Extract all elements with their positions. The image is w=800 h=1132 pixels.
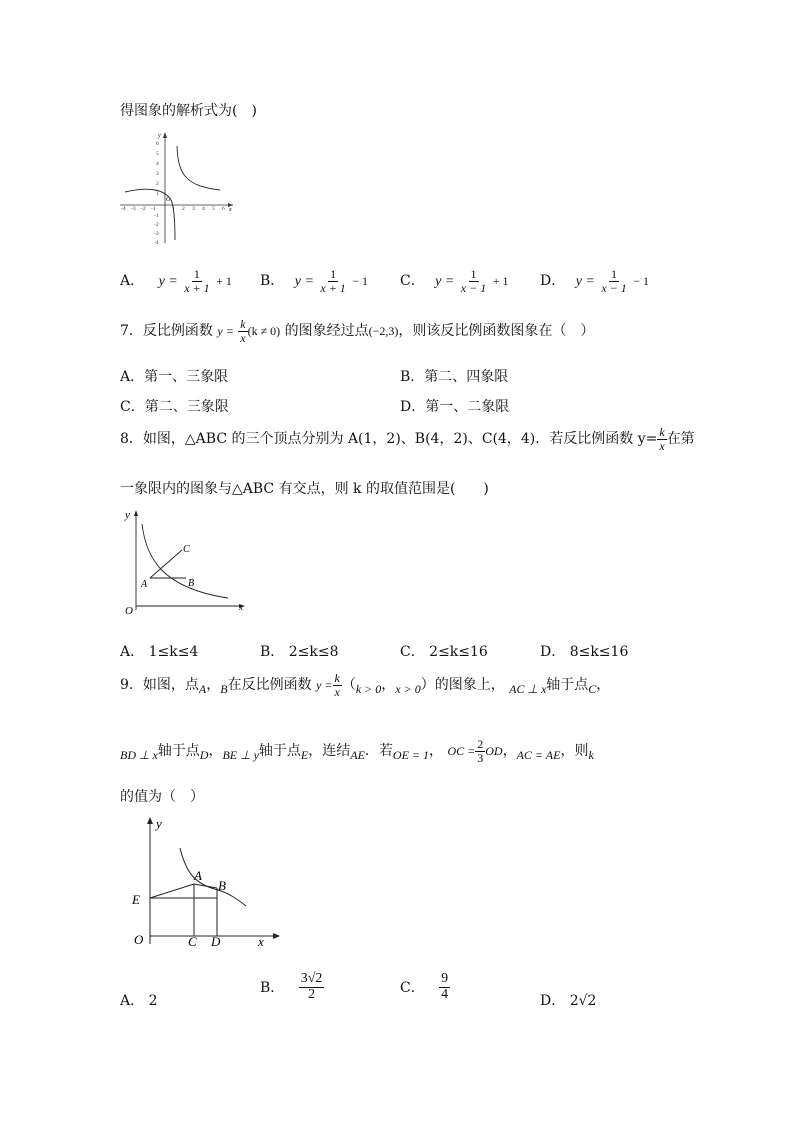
q9-stem-line1: 9．如图，点$_A$，$_B$在反比例函数 y = $\frac{k}{x}$ （$_{k > 0}$，$_{x > 0}$）的图象上， $_{AC \perp x}$轴于点$_C$， — [120, 671, 611, 699]
q6-xtick: 3 — [192, 206, 195, 212]
q8-curve — [142, 524, 228, 598]
q9-segment-ab — [194, 884, 217, 888]
q9-oc-fraction: $\frac{2}{3}$ — [477, 737, 484, 765]
q6-xtick: 1 — [172, 206, 175, 212]
q6-option-b[interactable]: B． y = $\frac{1}{x + 1}$ − 1 — [260, 267, 369, 295]
q7-option-c[interactable]: C．第二、三象限 — [120, 399, 229, 415]
q6-ytick: 2 — [156, 181, 159, 187]
q6-ytick: -2 — [154, 222, 159, 228]
q6-c-fraction: $\frac{1}{x - 1}$ — [460, 267, 487, 295]
q7-option-a[interactable]: A．第一、三象限 — [120, 369, 229, 385]
q8-label-c: C — [183, 544, 190, 555]
q9-b-fraction: $\frac{3√2}{2}$ — [300, 971, 323, 1002]
q6-option-d[interactable]: D． y = $\frac{1}{x - 1}$ − 1 — [540, 267, 649, 295]
q6-b-fraction: $\frac{1}{x + 1}$ — [320, 267, 346, 295]
q9-label-c: C — [188, 934, 197, 949]
q6-ytick: -3 — [154, 231, 159, 237]
q9-stem-line2: $_{BD \perp x}$轴于点$_D$，$_{BE \perp y}$轴于点$_E$，连结$_{AE}$．若$_{OE = 1}$， OC = $\frac{2}{3}$ OD，$_{AC = AE}$，则$_k$ — [120, 737, 594, 765]
q9-option-b[interactable]: B． $\frac{3√2}{2}$ — [260, 971, 323, 1002]
option-letter: A． — [120, 273, 145, 290]
q6-stem: 得图象的解析式为( ) — [120, 103, 257, 119]
q6-xtick: -4 — [121, 206, 126, 212]
q6-option-c[interactable]: C． y = $\frac{1}{x - 1}$ + 1 — [400, 267, 509, 295]
q6-option-a[interactable]: A． y = $\frac{1}{x + 1}$ + 1 — [120, 267, 232, 295]
q6-xtick: -1 — [151, 206, 156, 212]
q6-axis-label-y: y — [158, 133, 161, 139]
q6-a-fraction: $\frac{1}{x + 1}$ — [184, 267, 210, 295]
q7-fraction: $\frac{k}{x}$ — [240, 317, 246, 345]
q9-option-d[interactable]: D． 2√2 — [540, 993, 597, 1009]
q9-label-x: x — [258, 934, 264, 949]
q9-graph — [128, 814, 288, 950]
q6-ytick: 3 — [156, 171, 159, 177]
q9-label-y: y — [156, 816, 162, 831]
q9-label-d: D — [211, 934, 221, 949]
q8-option-c[interactable]: C． 2≤k≤16 — [400, 644, 488, 660]
q8-stem-line2: 一象限内的图象与△ABC 有交点，则 k 的取值范围是( ) — [120, 481, 489, 497]
option-letter: D． — [540, 273, 566, 290]
q7-stem: 7．反比例函数 y = $\frac{k}{x}$ (k ≠ 0) 的图象经过点(−2,3)，则该反比例函数图象在（ ） — [120, 317, 595, 345]
q8-graph — [120, 506, 250, 614]
q8-option-a[interactable]: A． 1≤k≤4 — [120, 644, 199, 660]
q9-label-e: E — [132, 892, 140, 907]
q9-label-o: O — [134, 932, 144, 947]
q9-option-c[interactable]: C． $\frac{9}{4}$ — [400, 971, 449, 1002]
q6-ytick: 1 — [156, 191, 159, 197]
q6-xtick: -3 — [131, 206, 136, 212]
q9-c-fraction: $\frac{9}{4}$ — [441, 971, 449, 1002]
q9-stem-line3: 的值为（ ） — [120, 789, 204, 805]
option-letter: C． — [400, 273, 425, 290]
q8-label-y: y — [125, 509, 130, 521]
q7-option-b[interactable]: B．第二、四象限 — [400, 369, 509, 385]
q8-label-a: A — [141, 579, 148, 590]
q6-xtick: 4 — [202, 206, 205, 212]
q8-fraction: $\frac{k}{x}$ — [659, 425, 665, 453]
q6-ytick: -4 — [154, 240, 159, 246]
q9-segment-ea — [150, 884, 194, 898]
option-letter: B． — [260, 273, 285, 290]
q9-option-a[interactable]: A． 2 — [120, 993, 158, 1009]
q8-label-x: x — [239, 602, 243, 612]
q6-origin-label: O — [166, 197, 171, 203]
q6-ytick: -1 — [154, 213, 159, 219]
q8-stem-line1: 8．如图，△ABC 的三个顶点分别为 A(1，2)、B(4，2)、C(4，4)．若反比例函数 y= $\frac{k}{x}$ 在第 — [120, 425, 695, 453]
q7-option-d[interactable]: D．第一、二象限 — [400, 399, 510, 415]
q8-option-b[interactable]: B． 2≤k≤8 — [260, 644, 339, 660]
q9-fraction: $\frac{k}{x}$ — [334, 671, 340, 699]
q8-label-o: O — [125, 605, 133, 614]
q8-option-d[interactable]: D． 8≤k≤16 — [540, 644, 629, 660]
q6-xtick: -2 — [141, 206, 146, 212]
q6-xtick: 5 — [212, 206, 215, 212]
q6-xtick: 2 — [182, 206, 185, 212]
q9-label-a: A — [194, 868, 202, 883]
q6-ytick: 4 — [156, 161, 159, 167]
q6-curve-right — [177, 146, 220, 190]
q6-ytick: 6 — [156, 141, 159, 147]
q6-axis-label-x: x — [229, 207, 232, 213]
q9-label-b: B — [218, 878, 226, 893]
q6-graph — [115, 128, 240, 248]
q6-ytick: 5 — [156, 151, 159, 157]
q6-xtick: 6 — [222, 206, 225, 212]
q9-curve — [180, 848, 246, 906]
q8-label-b: B — [188, 578, 195, 589]
q6-d-fraction: $\frac{1}{x - 1}$ — [601, 267, 627, 295]
